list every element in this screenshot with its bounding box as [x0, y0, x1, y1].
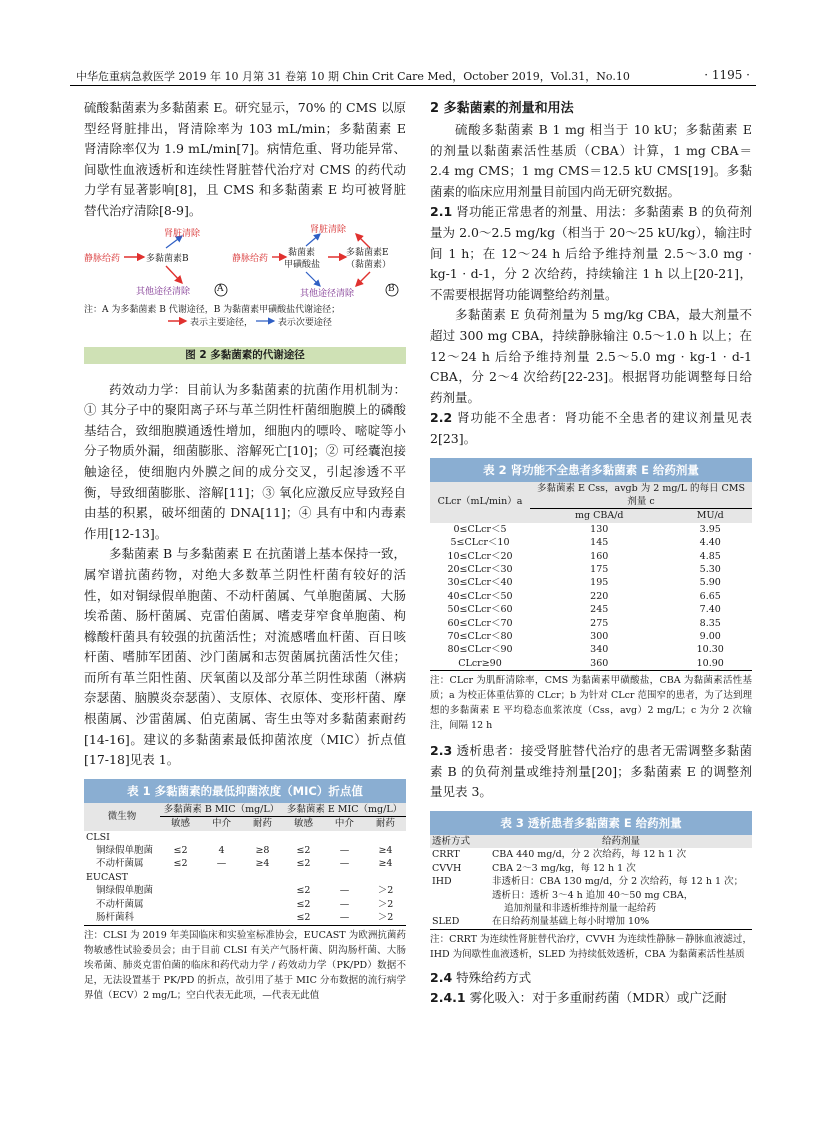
fig-b-tag: B	[388, 283, 395, 294]
table-cell	[242, 884, 283, 897]
table-cell: ≥4	[378, 845, 393, 857]
table-cell: ≤2	[296, 858, 311, 870]
table-row	[430, 915, 752, 928]
table-row	[430, 630, 752, 643]
fig-b-e1: 多黏菌素E	[346, 247, 389, 258]
t2-h-top: 多黏菌素 E Css，avgb 为 2 mg/L 的每日 CMS 剂量 c	[537, 482, 745, 507]
table-row	[84, 911, 406, 924]
table-cell	[201, 898, 242, 911]
fig-b-cms2: 甲磺酸盐	[284, 259, 321, 270]
section-2-2: 2.2 肾功能不全患者：肾功能不全患者的建议剂量见表 2[23]。	[430, 410, 752, 446]
table-cell: 肠杆菌科	[96, 912, 135, 924]
table-row	[430, 657, 752, 670]
page-number: · 1195 ·	[704, 68, 750, 82]
table-cell: 40≤CLcr＜50	[447, 590, 513, 602]
table-cell: 145	[590, 537, 609, 549]
table-row	[430, 889, 752, 902]
table-row	[430, 643, 752, 656]
figure-metabolism	[84, 224, 406, 376]
table-cell: 300	[590, 630, 609, 642]
table-row	[84, 884, 406, 897]
table-cell: ≤2	[296, 898, 311, 910]
table-row	[430, 523, 752, 536]
table-cell: 7.40	[699, 604, 721, 616]
paragraph-colistin-dose: 多黏菌素 E 负荷剂量为 5 mg/kg CBA，最大剂量不超过 300 mg CBA，持续静脉输注 0.5～1.0 h 以上；在 12～24 h 后给予维持剂量 2.5～5.0 mg · kg-1 · d-1 CBA，分 2～4 次给药[22-23]。根据肾功能调整每日给药剂量。	[430, 307, 752, 405]
table-cell: ＞2	[377, 885, 394, 897]
table-3-title: 表 3 透析患者多黏菌素 E 给药剂量	[430, 811, 752, 835]
t1-group-clsi: CLSI	[86, 831, 110, 843]
table-cell: 30≤CLcr＜40	[447, 577, 513, 589]
paragraph-dose-units: 硫酸多黏菌素 B 1 mg 相当于 10 kU；多黏菌素 E 的剂量以黏菌素活性基质（CBA）计算，1 mg CBA＝2.4 mg CMS；1 mg CMS＝12.5 kU CMS[19]。多黏菌素的临床应用剂量目前国内尚无研究数据。	[430, 122, 752, 199]
t1-h-organism: 微生物	[107, 811, 137, 823]
fig-b-e2: （黏菌素）	[346, 259, 392, 270]
table-cell: —	[339, 858, 350, 870]
t1-subheader: 耐药	[252, 818, 272, 830]
table-cell: SLED	[432, 916, 460, 928]
t1-subheader: 中介	[334, 818, 354, 830]
table-cell: 160	[590, 550, 609, 562]
table-cell: 铜绿假单胞菌	[96, 885, 154, 897]
table-row	[430, 590, 752, 603]
arrow-a-other	[166, 266, 182, 283]
table-row	[430, 536, 752, 549]
table-cell: —	[339, 912, 350, 924]
table-row	[430, 603, 752, 616]
table-cell: 175	[590, 563, 609, 575]
table-cell: CVVH	[432, 862, 462, 874]
table-cell: ≥8	[255, 845, 270, 857]
table-cell: —	[216, 858, 227, 870]
t1-h-e: 多黏菌素 E MIC（mg/L）	[283, 803, 406, 817]
table-cell: 130	[590, 523, 609, 535]
table-cell: 铜绿假单胞菌	[96, 845, 154, 857]
table-cell: 5≤CLcr＜10	[450, 537, 510, 549]
table-cell: ≤2	[296, 885, 311, 897]
section-2-3: 2.3 透析患者：接受肾脏替代治疗的患者无需调整多黏菌素 B 的负荷剂量或维持剂量[20]；多黏菌素 E 的调整剂量见表 3。	[430, 743, 752, 800]
table-cell: 5.90	[699, 577, 721, 589]
table-cell: 非透析日：CBA 130 mg/d，分 2 次给药，每 12 h 1 次；	[492, 876, 744, 888]
running-header	[70, 66, 756, 86]
table-cell: ≤2	[173, 845, 188, 857]
table-row	[430, 848, 752, 861]
table-cell: CBA 2～3 mg/kg，每 12 h 1 次	[492, 862, 636, 874]
table-cell: 追加剂量和非透析维持剂量一起给药	[504, 903, 657, 914]
table-row	[430, 563, 752, 576]
table-cell: 透析日：透析 3～4 h 追加 40～50 mg CBA，	[492, 889, 694, 901]
t1-subheader: 耐药	[375, 818, 395, 830]
table-row	[430, 550, 752, 563]
fig-note: 注：A 为多黏菌素 B 代谢途径，B 为黏菌素甲磺酸盐代谢途径；	[84, 304, 341, 315]
table-row	[84, 857, 406, 870]
t2-note: 注：CLcr 为肌酐清除率，CMS 为黏菌素甲磺酸盐，CBA 为黏菌素活性基质；a 为校正体重估算的 CLcr；b 为针对 CLcr 范围窄的患者，为了达到理想的多黏菌素 E 平均稳态血浆浓度（Css，avg）2 mg/L；c 为分 2 次输注，间隔 12 h	[430, 670, 752, 733]
table-3	[430, 811, 752, 962]
table-cell	[201, 911, 242, 924]
t1-subheader: 敏感	[170, 818, 190, 830]
table-row	[84, 844, 406, 857]
fig-legend	[84, 317, 406, 330]
table-cell: 245	[590, 604, 609, 616]
t3-h-method: 透析方式	[432, 835, 471, 847]
table-cell: ≤2	[296, 912, 311, 924]
t1-h-b: 多黏菌素 B MIC（mg/L）	[160, 803, 283, 817]
table-cell: 不动杆菌属	[96, 898, 144, 910]
arrow-b-other2	[356, 272, 370, 286]
table-cell: ≥4	[378, 858, 393, 870]
table-cell: 80≤CLcr＜90	[447, 644, 513, 656]
table-cell: —	[339, 845, 350, 857]
table-cell: 0≤CLcr＜5	[453, 523, 507, 535]
table-cell	[160, 898, 201, 911]
table-cell: CRRT	[432, 849, 460, 861]
table-cell	[430, 889, 490, 902]
fig-b-iv: 静脉给药	[232, 253, 269, 264]
table-cell: ＞2	[377, 898, 394, 910]
fig-b-renal: 肾脏清除	[310, 224, 347, 235]
table-2-title: 表 2 肾功能不全患者多黏菌素 E 给药剂量	[430, 458, 752, 482]
table-cell: 在日给药剂量基础上每小时增加 10%	[492, 916, 650, 928]
table-cell	[201, 884, 242, 897]
t1-subheader: 中介	[211, 818, 231, 830]
table-row	[430, 875, 752, 888]
t1-note: 注：CLSI 为 2019 年美国临床和实验室标准协会，EUCAST 为欧洲抗菌药物敏感性试验委员会；由于目前 CLSI 有关产气肠杆菌、阴沟肠杆菌、大肠埃希菌、肺炎克雷伯菌的临床和药代动力学 / 药效动力学（PK/PD）数据不足，无法设置基于 PK/PD 的折点，故引用了基于 MIC 分布数据的流行病学界值（ECV）2 mg/L；空白代表无此项，—代表无此值	[84, 925, 406, 1003]
table-cell	[242, 911, 283, 924]
paragraph-spectrum: 多黏菌素 B 与多黏菌素 E 在抗菌谱上基本保持一致，属窄谱抗菌药物，对绝大多数革兰阴性杆菌有较好的活性，如对铜绿假单胞菌、不动杆菌属、气单胞菌属、大肠埃希菌、肠杆菌属、克雷伯菌属、嗜麦芽窄食单胞菌、枸橼酸杆菌具有较强的抗菌活性；对流感嗜血杆菌、百日咳杆菌、嗜肺军团菌、沙门菌属和志贺菌属抗菌活性欠佳；而所有革兰阳性菌、厌氧菌以及部分革兰阴性球菌（淋病奈瑟菌、脑膜炎奈瑟菌）、支原体、衣原体、变形杆菌、摩根菌属、沙雷菌属、伯克菌属、寄生虫等对多黏菌素耐药[14-16]。建议的多黏菌素最低抑菌浓度（MIC）折点值[17-18]见表 1。	[84, 546, 406, 768]
t2-h-clcr: CLcr（mL/min）a	[437, 496, 523, 508]
table-cell: 8.35	[699, 617, 721, 629]
table-cell: 60≤CLcr＜70	[447, 617, 513, 629]
right-column	[430, 98, 752, 1009]
table-row	[84, 898, 406, 911]
table-row	[430, 617, 752, 630]
table-cell	[430, 902, 490, 915]
t1-group-eucast: EUCAST	[86, 871, 128, 883]
table-cell: 3.95	[699, 523, 721, 535]
table-cell: ＞2	[377, 912, 394, 924]
table-cell: 360	[590, 657, 609, 669]
table-cell: IHD	[432, 876, 452, 888]
table-row	[430, 862, 752, 875]
fig-b-other: 其他途径清除	[300, 288, 355, 299]
t3-h-dose: 给药剂量	[601, 835, 640, 847]
table-cell: —	[339, 885, 350, 897]
table-cell	[242, 898, 283, 911]
fig-a-drug: 多黏菌素B	[146, 253, 189, 264]
table-cell: 不动杆菌属	[96, 858, 144, 870]
table-cell	[160, 884, 201, 897]
paragraph-excretion: 硫酸黏菌素为多黏菌素 E。研究显示，70% 的 CMS 以原型经肾脏排出，肾清除率为 103 mL/min；多黏菌素 E 肾清除率仅为 1.9 mL/min[7]。病情危重、肾功能异常、间歇性血液透析和连续性肾脏替代治疗对 CMS 的药代动力学有显著影响[8]，且 CMS 和多黏菌素 E 均可被肾脏替代治疗清除[8-9]。	[84, 100, 406, 218]
t1-subheader: 敏感	[293, 818, 313, 830]
fig-b-cms1: 黏菌素	[288, 247, 316, 258]
section-2-4-1: 2.4.1 雾化吸入：对于多重耐药菌（MDR）或广泛耐	[430, 990, 727, 1006]
table-cell: ≤2	[173, 858, 188, 870]
table-cell: 10.30	[696, 644, 724, 656]
legend-minor: 表示次要途径	[277, 317, 332, 328]
legend-main: 表示主要途径，	[190, 317, 254, 328]
fig-a-other: 其他途径清除	[136, 286, 191, 297]
journal-citation: 中华危重病急救医学 2019 年 10 月第 31 卷第 10 期 Chin Crit Care Med，October 2019，Vol.31，No.10	[76, 70, 630, 83]
table-cell: 50≤CLcr＜60	[447, 604, 513, 616]
table-cell: 20≤CLcr＜30	[447, 563, 513, 575]
t2-h-c1: mg CBA/d	[530, 509, 668, 523]
table-cell: 340	[590, 644, 609, 656]
table-cell: 5.30	[699, 563, 721, 575]
section-2-1: 2.1 肾功能正常患者的剂量、用法：多黏菌素 B 的负荷剂量为 2.0～2.5 mg/kg（相当于 20～25 kU/kg），输注时间 1 h；在 12～24 h 后给予维持剂量 2.5～3.0 mg · kg-1 · d-1，分 2 次给药，持续输注 1 h 以上[20-21]，不需要根据肾功能调整给药剂量。	[430, 204, 752, 302]
arrow-b-other1	[306, 272, 320, 286]
table-cell: 4.85	[699, 550, 721, 562]
table-cell: 4	[218, 845, 225, 857]
legend-blue-arrow	[256, 317, 278, 325]
section-2-4: 2.4 特殊给药方式	[430, 969, 532, 985]
table-cell: CBA 440 mg/d，分 2 次给药，每 12 h 1 次	[492, 849, 687, 861]
table-cell: —	[339, 898, 350, 910]
table-1-title: 表 1 多黏菌素的最低抑菌浓度（MIC）折点值	[84, 779, 406, 803]
table-cell: ≤2	[296, 845, 311, 857]
table-cell: 195	[590, 577, 609, 589]
fig-a-renal: 肾脏清除	[164, 228, 201, 239]
table-cell: 6.65	[699, 590, 721, 602]
table-cell: 10≤CLcr＜20	[447, 550, 513, 562]
t3-note: 注：CRRT 为连续性肾脏替代治疗，CVVH 为连续性静脉－静脉血液滤过，IHD 为间歇性血液透析，SLED 为持续低效透析，CBA 为黏菌素活性基质	[430, 929, 752, 962]
table-row	[430, 902, 752, 915]
t2-h-c2: MU/d	[668, 509, 752, 523]
table-cell: 9.00	[699, 630, 721, 642]
section-2-heading: 2 多黏菌素的剂量和用法	[430, 101, 574, 116]
fig-a-iv: 静脉给药	[84, 253, 121, 264]
table-cell: 10.90	[696, 657, 724, 669]
table-row	[430, 576, 752, 589]
fig-a-tag: A	[217, 283, 224, 294]
table-1	[84, 779, 406, 1003]
paragraph-pharmacodynamics: 药效动力学：目前认为多黏菌素的抗菌作用机制为：① 其分子中的聚阳离子环与革兰阴性杆菌细胞膜上的磷酸基结合，致细胞膜通透性增加，细胞内的嘌呤、嘧啶等小分子物质外漏，细菌膨胀、溶解死亡[10]；② 可经囊泡接触途径，使细胞内外膜之间的成分交叉，引起渗透不平衡，导致细菌膨胀、溶解[11]；③ 氧化应激反应导致羟自由基的积累，破坏细菌的 DNA[11]；④ 具有中和内毒素作用[12-13]。	[84, 381, 406, 541]
table-cell: ≥4	[255, 858, 270, 870]
table-cell: 70≤CLcr＜80	[447, 630, 513, 642]
table-2	[430, 458, 752, 734]
table-cell: 275	[590, 617, 609, 629]
table-cell	[160, 911, 201, 924]
table-cell: 4.40	[699, 537, 721, 549]
table-cell: 220	[590, 590, 609, 602]
legend-red-arrow	[168, 317, 190, 325]
table-cell: CLcr≥90	[458, 657, 502, 669]
figure-caption: 图 2 多黏菌素的代谢途径	[84, 347, 406, 364]
left-column	[84, 98, 406, 1003]
